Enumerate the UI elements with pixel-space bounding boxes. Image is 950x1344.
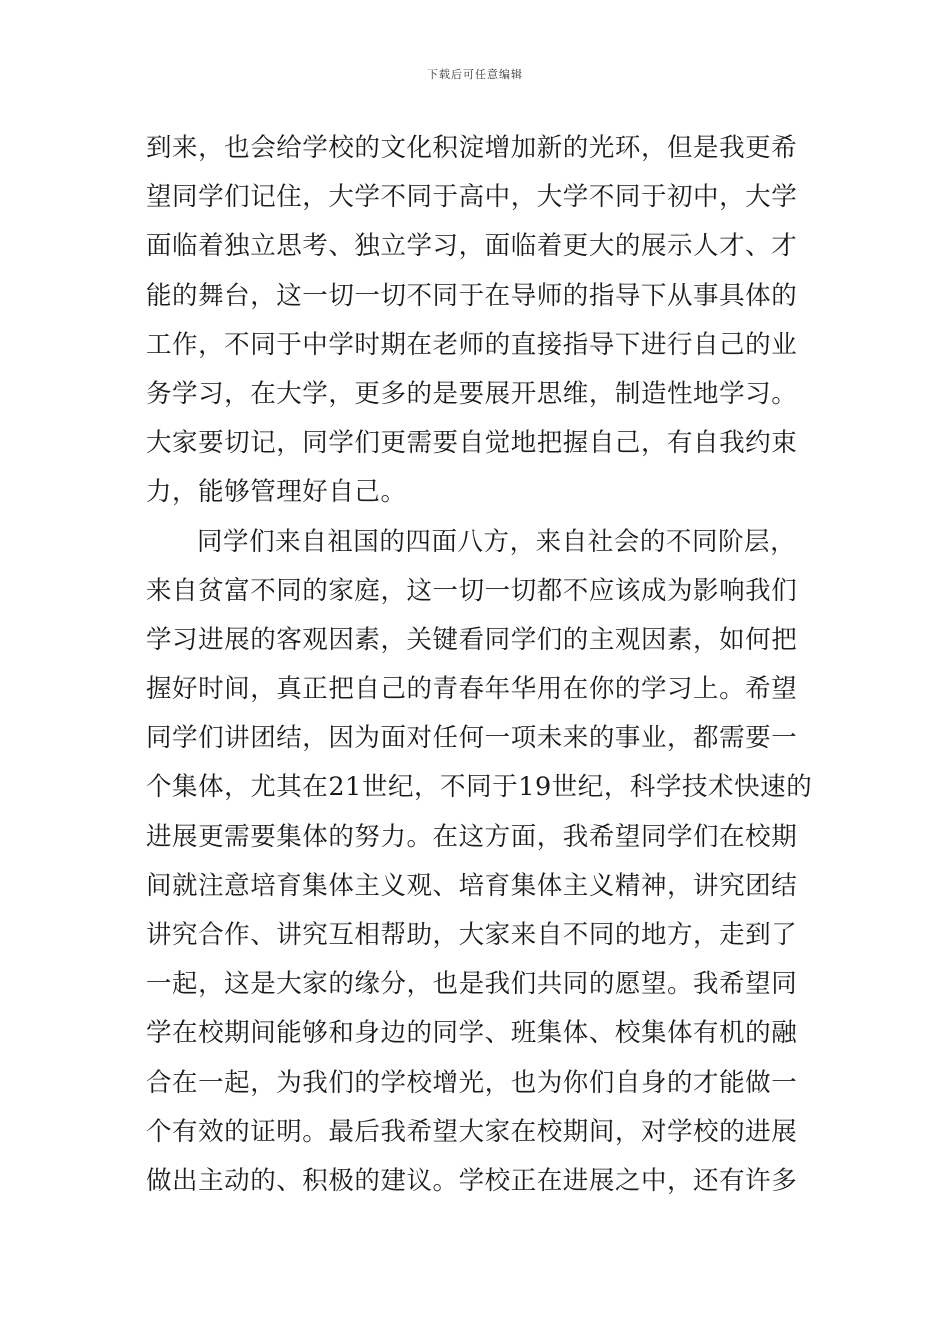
text-line: 工作，不同于中学时期在老师的直接指导下进行自己的业 <box>146 329 798 360</box>
text-line: 握好时间，真正把自己的青春年华用在你的学习上。希望 <box>146 674 798 705</box>
text-line: 间就注意培育集体主义观、培育集体主义精神，讲究团结 <box>146 870 798 901</box>
text-line: 合在一起，为我们的学校增光，也为你们自身的才能做一 <box>146 1067 798 1098</box>
text-line: 同学们讲团结，因为面对任何一项未来的事业，都需要一 <box>146 723 798 754</box>
text-line: 个集体，尤其在21世纪，不同于19世纪，科学技术快速的 <box>146 772 813 803</box>
text-line: 力，能够管理好自己。 <box>146 477 407 508</box>
text-line: 讲究合作、讲究互相帮助，大家来自不同的地方，走到了 <box>146 920 798 950</box>
paragraph-first-line: 同学们来自祖国的四面八方，来自社会的不同阶层， <box>197 526 797 557</box>
page-header: 下载后可任意编辑 <box>427 68 523 81</box>
text-line: 大家要切记，同学们更需要自觉地把握自己，有自我约束 <box>146 428 798 459</box>
text-line: 能的舞台，这一切一切不同于在导师的指导下从事具体的 <box>146 280 798 311</box>
text-line: 个有效的证明。最后我希望大家在校期间，对学校的进展 <box>146 1116 798 1147</box>
text-line: 学习进展的客观因素，关键看同学们的主观因素，如何把 <box>146 624 798 655</box>
document-body <box>146 124 813 1206</box>
text-line: 来自贫富不同的家庭，这一切一切都不应该成为影响我们 <box>146 575 798 606</box>
text-line: 务学习，在大学，更多的是要展开思维，制造性地学习。 <box>146 378 798 409</box>
text-line: 学在校期间能够和身边的同学、班集体、校集体有机的融 <box>146 1018 798 1049</box>
text-line: 望同学们记住，大学不同于高中，大学不同于初中，大学 <box>146 182 798 213</box>
text-line: 面临着独立思考、独立学习，面临着更大的展示人才、才 <box>146 231 798 262</box>
text-line: 一起，这是大家的缘分，也是我们共同的愿望。我希望同 <box>146 969 798 1000</box>
text-line: 到来，也会给学校的文化积淀增加新的光环，但是我更希 <box>146 133 798 163</box>
text-line: 做出主动的、积极的建议。学校正在进展之中，还有许多 <box>146 1165 798 1196</box>
text-line: 进展更需要集体的努力。在这方面，我希望同学们在校期 <box>146 821 798 852</box>
